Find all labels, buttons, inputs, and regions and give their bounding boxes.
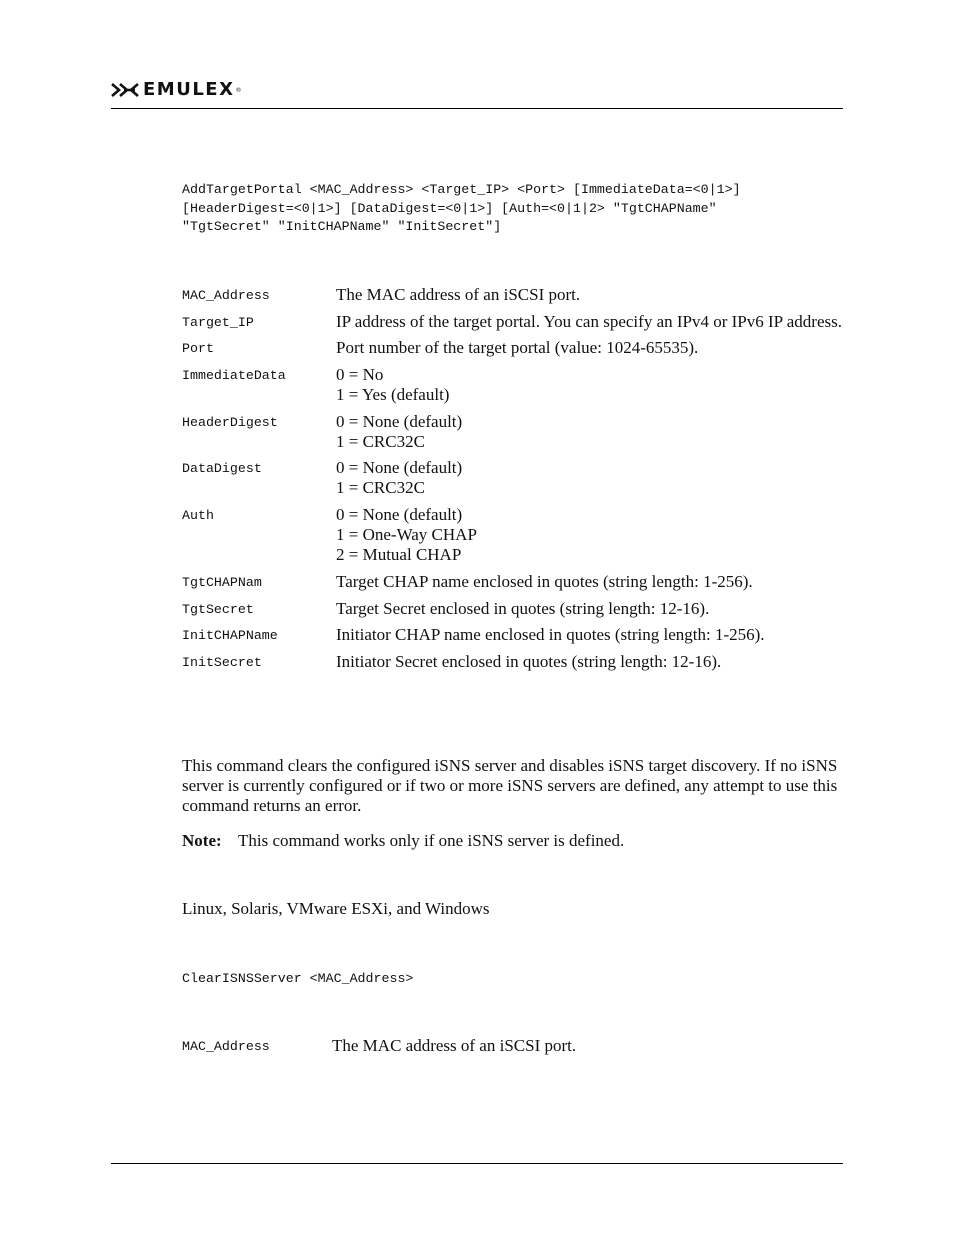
footer-rule [111,1163,843,1164]
parameter-description-line: Target Secret enclosed in quotes (string length: 12-16). [336,598,710,618]
parameter-description [336,572,842,599]
emulex-mark-icon [111,83,139,97]
add-target-portal-syntax [182,181,852,237]
parameter-description-line: 0 = No [336,365,384,385]
note-text: This command works only if one iSNS server is defined. [238,831,625,850]
parameter-name: HeaderDigest [182,414,278,430]
clear-isns-syntax: ClearISNSServer <MAC_Address> [182,971,414,986]
parameter-row [182,625,842,652]
parameter-row [182,652,842,679]
parameter-name: Target_IP [182,314,254,330]
parameter-row [182,312,842,339]
parameter-row [182,458,842,505]
supported-platforms: Linux, Solaris, VMware ESXi, and Windows [182,899,490,918]
parameter-description-line: 1 = CRC32C [336,478,425,498]
note [182,831,844,851]
clear-isns-description: This command clears the configured iSNS server and disables iSNS target discovery. If no iSNS server is currently configured or if two or more iSNS servers are defined, any attempt to use this command returns an error. [182,756,838,815]
logo-text: EMULEX [143,79,235,100]
header-rule [111,108,843,109]
parameter-description [336,458,842,505]
parameter-name: Port [182,341,214,357]
parameter-name: TgtSecret [182,601,254,617]
parameter-description-line: Initiator Secret enclosed in quotes (string length: 12-16). [336,651,722,671]
parameter-description-line: Target CHAP name enclosed in quotes (string length: 1-256). [336,571,753,591]
add-target-portal-parameters-table [182,285,842,679]
parameter-name: TgtCHAPNam [182,574,262,590]
syntax-line: AddTargetPortal <MAC_Address> <Target_IP> <Port> [ImmediateData=<0|1>] [182,182,741,197]
parameter-description [336,338,842,365]
syntax-line: "TgtSecret" "InitCHAPName" "InitSecret"] [182,219,502,234]
parameter-description-line: 0 = None (default) [336,458,463,478]
parameter-name: Auth [182,508,214,524]
parameter-description [336,505,842,572]
parameter-row [182,572,842,599]
parameter-description [336,599,842,626]
parameter-row [182,505,842,572]
parameter-description-line: 0 = None (default) [336,411,463,431]
parameter-description [336,285,842,312]
clear-isns-param-name: MAC_Address [182,1039,270,1054]
parameter-description-line: The MAC address of an iSCSI port. [336,285,581,304]
parameter-description-line: 1 = CRC32C [336,431,425,451]
parameter-description [336,312,842,339]
clear-isns-param-desc: The MAC address of an iSCSI port. [332,1036,577,1055]
parameter-description-line: Port number of the target portal (value: 1024-65535). [336,338,699,358]
parameter-name: InitCHAPName [182,628,278,644]
parameter-description [336,652,842,679]
parameter-row [182,285,842,312]
parameter-name: DataDigest [182,461,262,477]
parameter-description-line: 0 = None (default) [336,505,463,525]
parameter-description [336,412,842,459]
parameter-row [182,365,842,412]
parameter-name: InitSecret [182,654,262,670]
parameter-name: MAC_Address [182,288,270,303]
parameter-description-line: 2 = Mutual CHAP [336,545,462,565]
note-label: Note: [182,831,222,850]
parameter-row [182,412,842,459]
parameter-row [182,599,842,626]
parameter-description-line: 1 = Yes (default) [336,385,450,405]
emulex-logo [111,80,241,100]
parameter-description-line: Initiator CHAP name enclosed in quotes (string length: 1-256). [336,625,765,645]
parameter-description [336,365,842,412]
syntax-line: [HeaderDigest=<0|1>] [DataDigest=<0|1>] [Auth=<0|1|2> "TgtCHAPName" [182,200,717,216]
parameter-description [336,625,842,652]
logo-trademark: ® [235,86,242,94]
parameter-name: ImmediateData [182,368,286,384]
parameter-description-line: 1 = One-Way CHAP [336,525,477,545]
parameter-row [182,338,842,365]
parameter-description-line: IP address of the target portal. You can specify an IPv4 or IPv6 IP address. [336,311,842,331]
